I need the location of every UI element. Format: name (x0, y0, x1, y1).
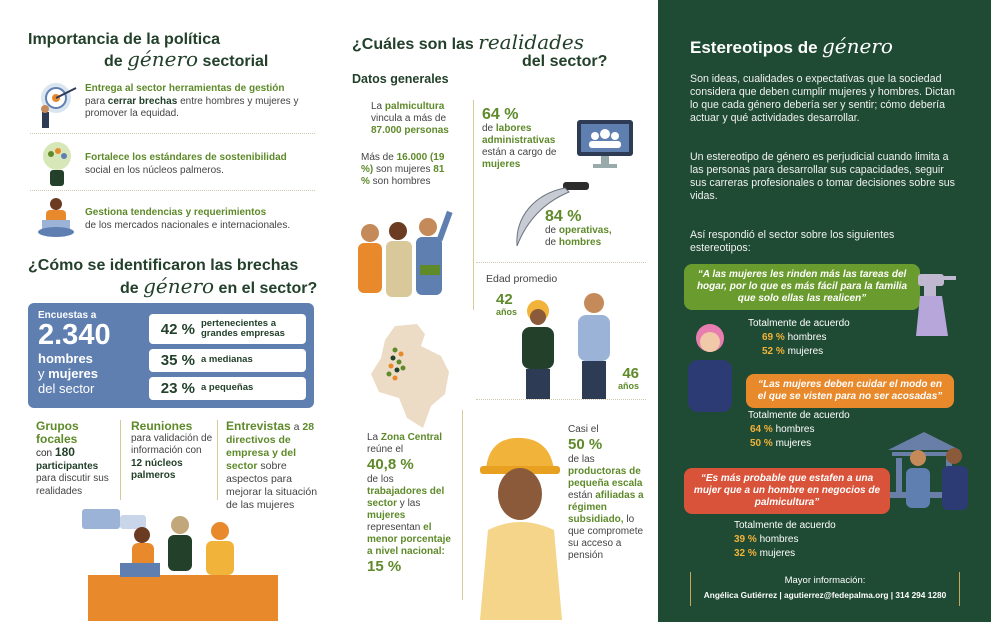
spray-bottle-icon (914, 270, 962, 340)
survey-row-pct: 35 % (160, 352, 195, 369)
item3-rest: de los mercados nacionales e internacionales. (85, 219, 291, 231)
survey-line2a: y (38, 366, 49, 381)
survey-row-label: pertenecientes a grandes empresas (201, 317, 285, 339)
meetings-a: para validación de información con (131, 432, 213, 456)
quote-women-pct: 50 % (750, 438, 773, 449)
stat-text: de (545, 225, 559, 236)
item1-rest: entre hombres y mujeres y promover la equidad. (85, 95, 299, 119)
quote-result (748, 410, 850, 449)
panel-title-script: género (822, 34, 893, 58)
stat-text: lo que compromete su acceso a pensión (568, 514, 644, 561)
stat-text: el menor porcentaje a nivel nacional: (367, 522, 451, 557)
col2-subtitle: Datos generales (352, 72, 449, 86)
laptop-person-icon (34, 194, 80, 240)
col1-title (28, 30, 328, 71)
stat-text: y las (397, 498, 421, 509)
stat-women-pct: 15 % (367, 558, 402, 575)
survey-row (149, 377, 306, 400)
stat-text: trabajadores del sector (367, 486, 445, 509)
panel-title-text: Estereotipos de (690, 38, 818, 57)
stat-text: labores administrativas (482, 123, 556, 146)
monitor-users-icon (575, 118, 635, 170)
age-men-value: 46 (622, 365, 640, 382)
stat-text: están (568, 490, 596, 501)
panel-title (690, 34, 893, 58)
age-women-unit: años (496, 307, 518, 317)
stat-text: palmicultura (384, 101, 445, 112)
q2-title (28, 256, 328, 298)
q2-title-script: género (143, 274, 215, 298)
interviews-a: a (290, 421, 303, 433)
stat-text: hombres (558, 237, 602, 248)
stat-admin-pct: 64 % (482, 106, 519, 123)
stat-text: La (371, 101, 385, 112)
divider (462, 410, 463, 600)
focus-groups-c1: con (36, 448, 55, 459)
item3-text (85, 207, 320, 232)
stat-text: están a cargo de (482, 147, 557, 158)
stat-text: 87.000 personas (371, 125, 449, 136)
survey-line3: del sector (38, 381, 95, 396)
quote-women-label: mujeres (772, 438, 812, 449)
col1-title-line1: Importancia de la política (28, 31, 221, 48)
quote-men-pct: 39 % (734, 534, 757, 545)
stat-text: productoras de pequeña escala (568, 466, 643, 489)
contact-box (690, 572, 960, 606)
stat-text: de las (568, 454, 595, 465)
col2-title-script: realidades (478, 30, 585, 54)
survey-row-label: a medianas (201, 354, 253, 366)
divider (120, 420, 121, 500)
age-men-unit: años (618, 381, 640, 391)
quote-men-pct: 69 % (762, 332, 785, 343)
meetings-b: 12 núcleos palmeros (131, 457, 183, 481)
quote-women-pct: 32 % (734, 548, 757, 559)
quote-men-label: hombres (784, 332, 827, 343)
quote-men-pct: 64 % (750, 424, 773, 435)
quote-result (748, 318, 850, 357)
quote-bubble: “A las mujeres les rinden más las tareas del hogar, por lo que es más fácil para la familia que solo ellas las realicen” (684, 264, 920, 310)
interviews-b: 28 directivos de empresa y del sector (226, 421, 315, 472)
stat-text: 81 % (361, 164, 445, 187)
woman-worker-illustration (506, 293, 566, 399)
survey-line2b: mujeres (48, 366, 98, 381)
quote-women-label: mujeres (756, 548, 796, 559)
survey-row (149, 349, 306, 372)
quote-result (734, 520, 836, 559)
panel-paragraph-1: Son ideas, cualidades o expectativas que la sociedad considera que deben cumplir mujeres y hombres. Dictan lo que cada género debería ser y sentir; cómo debería actuar y qué actividades desarrollar. (690, 73, 955, 124)
item2-text (85, 152, 315, 177)
stat-women-men (361, 152, 446, 188)
interviews-c: sobre aspectos para mejorar la situación de las mujeres (226, 460, 318, 511)
age-women-value: 42 (496, 291, 513, 308)
colombia-map (365, 322, 455, 432)
meetings (131, 420, 215, 483)
stat-text: La (367, 432, 381, 443)
stat-text: Zona Central (380, 432, 443, 443)
col2-title (352, 30, 642, 71)
item2-rest: social en los núcleos palmeros. (85, 164, 224, 176)
quote-women-label: mujeres (784, 346, 824, 357)
contact-info: Angélica Gutiérrez | agutierrez@fedepalma.org | 314 294 1280 (703, 590, 947, 600)
stat-operative-pct: 84 % (545, 208, 582, 225)
q2-title-post: en el sector? (218, 280, 318, 297)
focus-groups-title1: Grupos (36, 419, 79, 433)
item3-bold: Gestiona tendencias y requerimientos (85, 207, 267, 218)
survey-row (149, 314, 306, 344)
stat-text: de los (367, 474, 394, 485)
stat-text: reúne el (367, 444, 404, 455)
stat-text: de (545, 237, 559, 248)
stat-admin (482, 106, 577, 171)
interviews-title: Entrevistas (226, 419, 291, 433)
stat-text: afiliadas a régimen subsidiado, (568, 490, 644, 525)
quote-result-label: Totalmente de acuerdo (748, 410, 850, 421)
age-title: Edad promedio (486, 273, 558, 285)
quote-women-pct: 52 % (762, 346, 785, 357)
focus-groups (36, 420, 116, 498)
quote-men-label: hombres (756, 534, 799, 545)
survey-label: Encuestas a (38, 310, 97, 321)
divider (30, 133, 315, 134)
col2-title-post: del sector? (522, 53, 608, 70)
stat-central-zone (367, 432, 455, 576)
stat-text: Más de (361, 152, 397, 163)
meetings-title: Reuniones (131, 419, 193, 433)
divider (473, 100, 474, 310)
survey-line1: hombres (38, 351, 93, 366)
quote-bubble: “Las mujeres deben cuidar el modo en el que se visten para no ser acosadas” (746, 374, 954, 408)
stat-text: 16.000 (19 %) (361, 152, 445, 175)
stat-text: son mujeres (373, 164, 434, 175)
stat-text: mujeres (482, 159, 521, 170)
stat-text: vincula a más de (371, 113, 447, 124)
focus-groups-c4: para discutir sus realidades (36, 473, 109, 497)
stat-text: operativas, (558, 225, 612, 236)
interviews (226, 420, 321, 512)
stat-text: de (482, 123, 496, 134)
man-worker-illustration (564, 289, 624, 399)
stat-text: representan (367, 522, 424, 533)
helmet-woman-illustration (470, 430, 570, 620)
quote-result-label: Totalmente de acuerdo (734, 520, 836, 531)
survey-row-pct: 42 % (160, 320, 195, 338)
stat-pension (568, 424, 648, 562)
handshake-illustration (898, 444, 974, 524)
more-info-label: Mayor información: (784, 575, 866, 586)
item1-mid: cerrar brechas (107, 95, 178, 107)
stat-central-pct: 40,8 % (367, 456, 414, 473)
target-icon (36, 80, 78, 130)
office-workers-illustration (80, 505, 280, 622)
panel-paragraph-2: Un estereotipo de género es perjudicial cuando limita a las personas para desarrollar sus capacidades, seguir sus carreras profesionales o tomar decisiones sobre sus vidas. (690, 151, 955, 202)
q2-title-line1: ¿Cómo se identificaron las brechas (28, 257, 299, 274)
item1-bold: Entrega al sector herramientas de gestión (85, 83, 285, 94)
survey-row-label: a pequeñas (201, 382, 254, 394)
quote-result-label: Totalmente de acuerdo (748, 318, 850, 329)
survey-number: 2.340 (38, 319, 111, 351)
q2-title-pre: de (120, 280, 139, 297)
age-box (476, 262, 646, 400)
focus-groups-count: 180 (54, 445, 75, 459)
stat-pension-pct: 50 % (568, 436, 603, 453)
focus-groups-c3: participantes (36, 460, 99, 472)
stat-palm-people (371, 101, 471, 137)
survey-row-pct: 23 % (160, 380, 195, 397)
item1-text (85, 83, 315, 121)
quote-men-label: hombres (772, 424, 815, 435)
stat-operative (545, 208, 640, 249)
stat-text: mujeres (367, 510, 406, 521)
stat-text: son hombres (369, 176, 431, 187)
col1-title-post: sectorial (202, 53, 269, 70)
focus-groups-title2: focales (36, 432, 78, 446)
panel-paragraph-3: Así respondió el sector sobre los siguientes estereotipos: (690, 229, 895, 254)
divider (217, 420, 218, 500)
item2-bold: Fortalece los estándares de sostenibilidad (85, 152, 287, 163)
worried-woman-illustration (678, 312, 740, 412)
col2-title-pre: ¿Cuáles son las (352, 36, 474, 53)
col1-title-pre: de (104, 53, 123, 70)
divider (30, 190, 315, 191)
item1-pre: para (85, 95, 108, 107)
survey-box (28, 303, 314, 408)
community-icon (36, 138, 78, 188)
stereotypes-panel (658, 0, 991, 622)
quote-bubble: “Es más probable que estafen a una mujer que a un hombre en negocios de palmicultura” (684, 468, 890, 514)
stat-text: Casi el (568, 424, 599, 435)
workers-group-illustration (350, 205, 468, 310)
col1-title-script: género (127, 47, 199, 71)
